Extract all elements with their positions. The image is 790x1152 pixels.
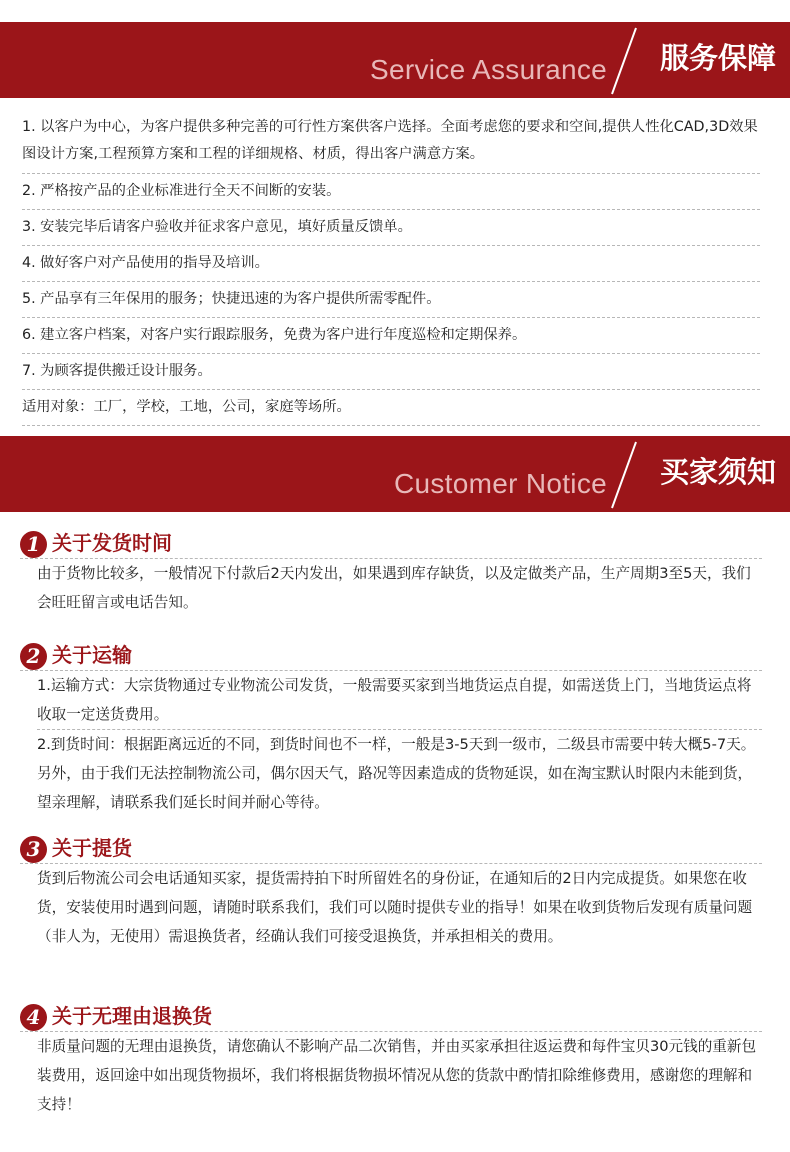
notice-section-transport xyxy=(20,640,762,817)
section-paragraph: 2.到货时间：根据距离远近的不同，到货时间也不一样，一般是3-5天到一级市，二级县市需要中转大概5-7天。另外，由于我们无法控制物流公司，偶尔因天气，路况等因素造成的货物延误，如在淘宝默认时限内未能到货，望亲理解，请联系我们延长时间并耐心等待。 xyxy=(37,736,756,811)
service-title-cn: 服务保障 xyxy=(659,41,776,75)
section-title: 关于发货时间 xyxy=(52,531,172,555)
section-header xyxy=(20,640,762,671)
section-number-badge: 4 xyxy=(20,1004,47,1031)
service-item: 4. 做好客户对产品使用的指导及培训。 xyxy=(22,246,760,282)
service-item: 7. 为顾客提供搬迁设计服务。 xyxy=(22,354,760,390)
service-item: 3. 安装完毕后请客户验收并征求客户意见，填好质量反馈单。 xyxy=(22,210,760,246)
section-title: 关于提货 xyxy=(52,836,132,860)
section-paragraph: 货到后物流公司会电话通知买家，提货需持拍下时所留姓名的身份证，在通知后的2日内完成提货。如果您在收货，安装使用时遇到问题，请随时联系我们，我们可以随时提供专业的指导！如果在收到货物后发现有质量问题（非人为，无使用）需退换货者，经确认我们可接受退换货，并承担相关的费用。 xyxy=(37,870,753,945)
section-number-badge: 3 xyxy=(20,836,47,863)
section-body xyxy=(20,1032,762,1119)
section-header xyxy=(20,833,762,864)
section-paragraph: 1.运输方式：大宗货物通过专业物流公司发货，一般需要买家到当地货运点自提，如需送货上门，当地货运点将收取一定送货费用。 xyxy=(37,671,762,730)
section-body xyxy=(20,559,762,617)
service-title-en: Service Assurance xyxy=(370,54,607,85)
service-item: 1. 以客户为中心，为客户提供多种完善的可行性方案供客户选择。全面考虑您的要求和空间,提供人性化CAD,3D效果图设计方案,工程预算方案和工程的详细规格、材质，得出客户满意方案。 xyxy=(22,110,760,174)
section-body xyxy=(20,671,762,817)
section-title: 关于运输 xyxy=(52,643,132,667)
notice-section-returns xyxy=(20,1001,762,1119)
section-number-badge: 1 xyxy=(20,531,47,558)
notice-section-shipping-time xyxy=(20,528,762,617)
section-header xyxy=(20,528,762,559)
section-title: 关于无理由退换货 xyxy=(52,1004,212,1028)
section-header xyxy=(20,1001,762,1032)
service-item: 6. 建立客户档案，对客户实行跟踪服务，免费为客户进行年度巡检和定期保养。 xyxy=(22,318,760,354)
service-assurance-banner xyxy=(0,22,790,98)
notice-title-en: Customer Notice xyxy=(393,468,607,499)
service-item: 5. 产品享有三年保用的服务；快捷迅速的为客户提供所需零配件。 xyxy=(22,282,760,318)
section-body xyxy=(20,864,762,951)
service-item: 2. 严格按产品的企业标准进行全天不间断的安装。 xyxy=(22,174,760,210)
section-paragraph: 非质量问题的无理由退换货，请您确认不影响产品二次销售，并由买家承担往返运费和每件宝贝30元钱的重新包装费用，返回途中如出现货物损坏，我们将根据货物损坏情况从您的货款中酌情扣除维修费用，感谢您的理解和支持！ xyxy=(37,1038,757,1113)
service-list xyxy=(22,110,760,426)
customer-notice-banner xyxy=(0,436,790,512)
section-number-badge: 2 xyxy=(20,643,47,670)
service-item: 适用对象：工厂，学校，工地，公司，家庭等场所。 xyxy=(22,390,760,426)
section-paragraph: 由于货物比较多，一般情况下付款后2天内发出，如果遇到库存缺货，以及定做类产品，生产周期3至5天，我们会旺旺留言或电话告知。 xyxy=(37,565,751,611)
notice-section-pickup xyxy=(20,833,762,951)
notice-title-cn: 买家须知 xyxy=(659,455,776,489)
